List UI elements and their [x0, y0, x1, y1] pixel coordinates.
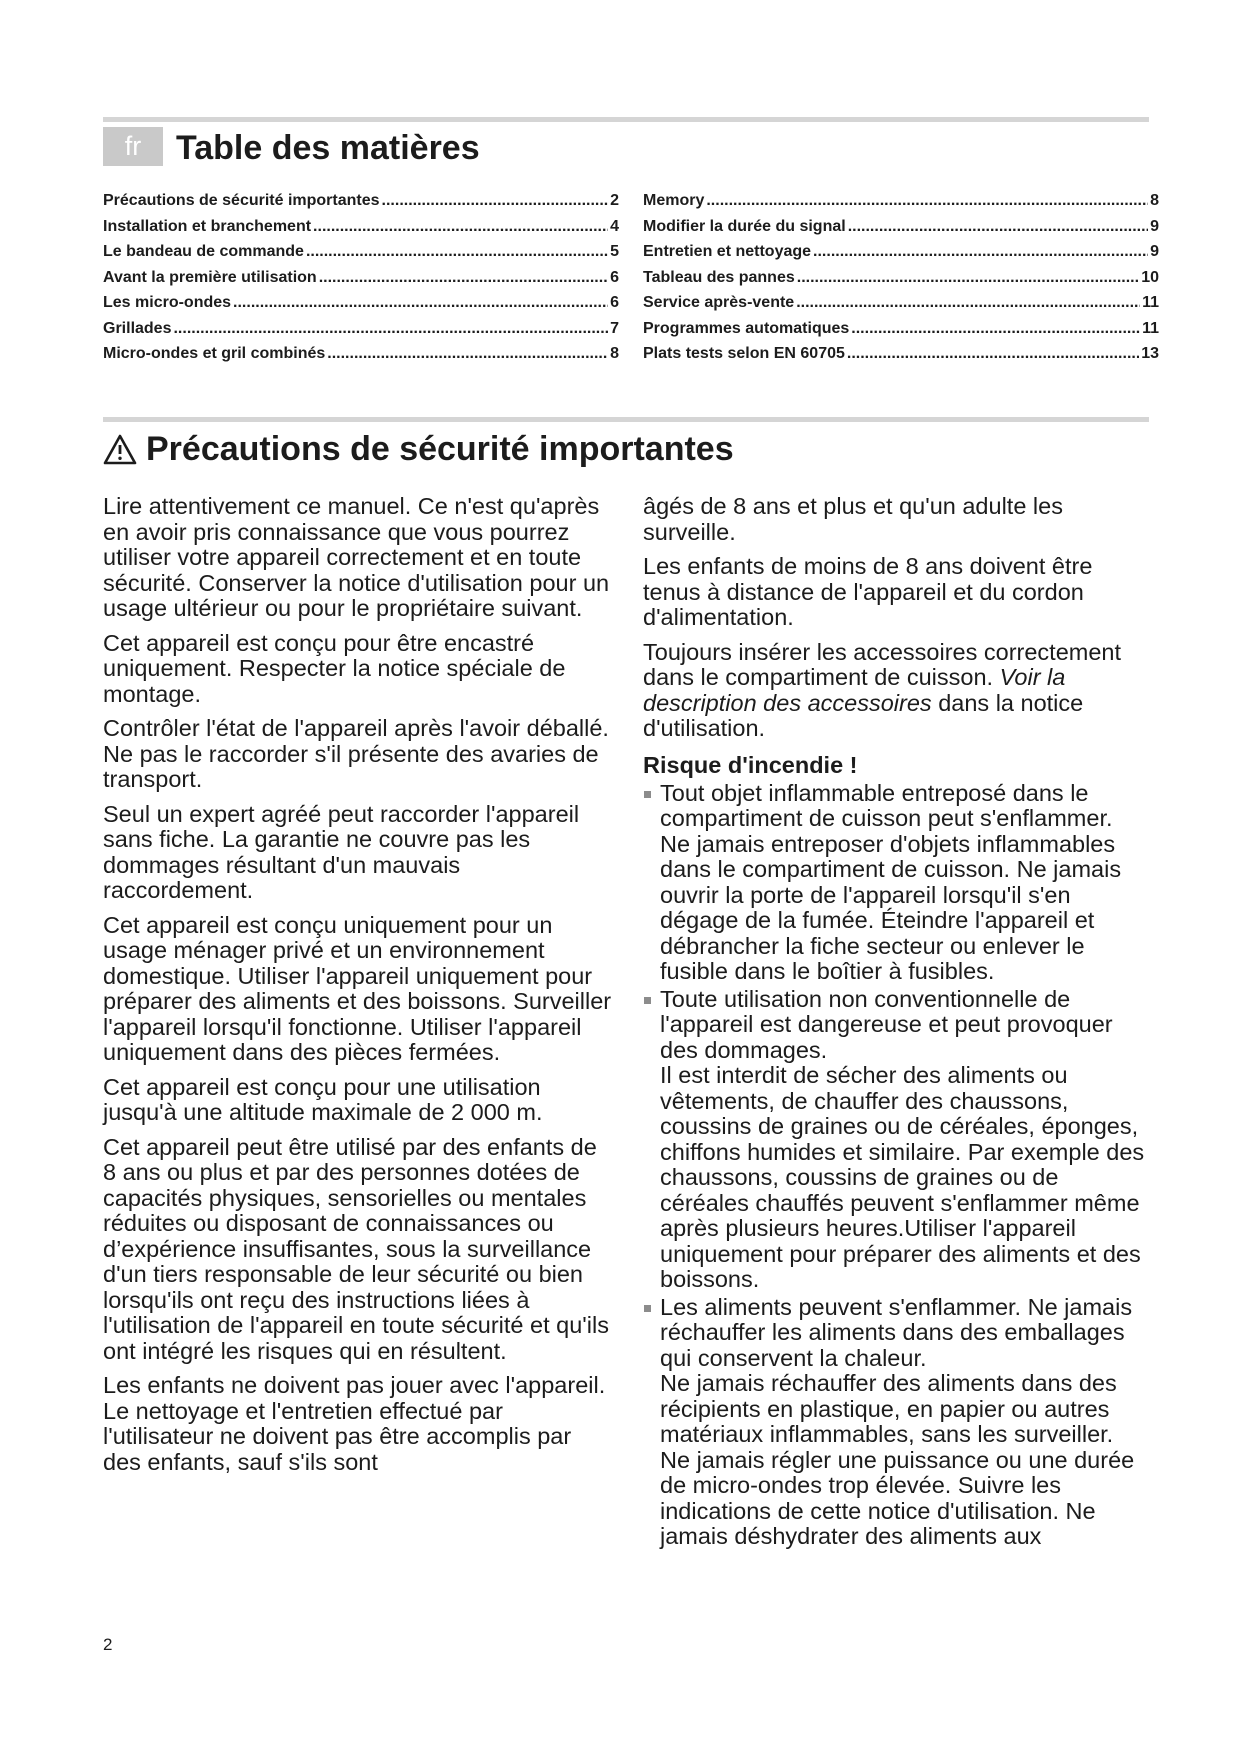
bullet-square-icon [644, 791, 651, 798]
cross-reference: Voir la description des accessoires [643, 664, 1066, 716]
toc-entry-label: Entretien et nettoyage [643, 243, 812, 260]
safety-left-column [103, 494, 613, 1484]
toc-entry-label: Modifier la durée du signal [643, 217, 846, 235]
paragraph-text: dans la notice d'utilisation. [643, 689, 1084, 741]
toc-entry[interactable] [103, 345, 619, 371]
paragraph-text: Toujours insérer les accessoires correctement dans le compartiment de cuisson. [643, 638, 1122, 690]
toc-entry-label: Précautions de sécurité importantes [103, 192, 380, 209]
list-item-text: Ne jamais régler une puissance ou une durée de micro-ondes trop élevée. Suivre les indications de cette notice d'utilisation. Ne jamais déshydrater des aliments aux [660, 1446, 1135, 1549]
toc-entry-label: Programmes automatiques [643, 319, 850, 337]
toc-leader-dots [848, 218, 1148, 236]
list-item-text: Toute utilisation non conventionnelle de l'appareil est dangereuse et peut provoquer des dommages. [660, 985, 1113, 1063]
toc-entry[interactable] [643, 294, 1159, 320]
toc-entry[interactable] [103, 243, 619, 269]
toc-entry-page: 13 [1141, 345, 1159, 362]
section-title-text: Précautions de sécurité importantes [146, 430, 734, 468]
toc-entry-page: 8 [1150, 192, 1159, 209]
language-badge: fr [103, 127, 163, 166]
list-item [643, 987, 1149, 1293]
fire-risk-list [643, 781, 1149, 1550]
warning-triangle-icon [103, 434, 137, 465]
section-title [103, 428, 734, 470]
toc-leader-dots [851, 320, 1140, 338]
toc-right-column [643, 192, 1159, 371]
toc-entry-page: 8 [610, 345, 619, 362]
toc-entry-label: Tableau des pannes [643, 268, 795, 286]
toc-entry-label: Plats tests selon EN 60705 [643, 345, 845, 362]
toc-entry-label: Le bandeau de commande [103, 243, 304, 260]
toc-entry-page: 6 [610, 268, 619, 286]
toc-leader-dots [847, 345, 1139, 363]
paragraph: Cet appareil est conçu pour être encastré uniquement. Respecter la notice spéciale de montage. [103, 629, 566, 707]
toc-leader-dots [382, 192, 609, 210]
bullet-square-icon [644, 1305, 651, 1312]
toc-title: Table des matières [176, 129, 480, 167]
list-item-text: Les aliments peuvent s'enflammer. Ne jamais réchauffer les aliments dans des emballages qui conservent la chaleur. [660, 1293, 1133, 1371]
toc-entry-label: Les micro-ondes [103, 294, 232, 311]
paragraph: Cet appareil peut être utilisé par des enfants de 8 ans ou plus et par des personnes dotées de capacités physiques, sensorielles ou mentales réduites ou disposant de connaissances ou d’expérience insuffisantes, sous la surveillance d'un tiers responsable de leur sécurité ou bien lorsqu'ils ont reçu des instructions liées à l'utilisation de l'appareil en toute sécurité et qu'ils ont intégré les risques qui en résultent. [103, 1133, 609, 1364]
toc-entry-label: Installation et branchement [103, 217, 312, 235]
paragraph: Seul un expert agréé peut raccorder l'appareil sans fiche. La garantie ne couvre pas les dommages résultant d'un mauvais raccordement. [103, 800, 580, 903]
list-item-text: Ne jamais réchauffer des aliments dans des récipients en plastique, en papier ou autres matériaux inflammables, sans les surveiller. [660, 1370, 1117, 1447]
toc-entry[interactable] [643, 192, 1159, 218]
list-item [643, 1295, 1149, 1550]
paragraph: Cet appareil est conçu pour une utilisation jusqu'à une altitude maximale de 2 000 m. [103, 1073, 543, 1125]
toc-entry-label: Memory [643, 192, 705, 209]
paragraph [643, 554, 1149, 631]
toc-entry-label: Service après-vente [643, 294, 795, 311]
list-item-text: Il est interdit de sécher des aliments ou vêtements, de chauffer des chaussons, coussins de graines ou de céréales, éponges, chiffons humides et similaire. Par exemple des chaussons, coussins de graines ou de céréales chauffés peuvent s'enflammer même après plusieurs heures.Utiliser l'appareil uniquement pour préparer des aliments et des boissons. [660, 1062, 1145, 1292]
toc-entry-page: 4 [610, 217, 619, 235]
toc-entry-label: Avant la première utilisation [103, 268, 317, 286]
toc-entry[interactable] [643, 345, 1159, 371]
page-number: 2 [103, 1635, 113, 1654]
toc-entry[interactable] [103, 218, 619, 244]
list-item-text: Tout objet inflammable entreposé dans le compartiment de cuisson peut s'enflammer. Ne jamais entreposer d'objets inflammables dans le compartiment de cuisson. Ne jamais ouvrir la porte de l'appareil lorsqu'il s'en dégage de la fumée. Éteindre l'appareil et débrancher la fiche secteur ou enlever le fusible dans le boîtier à fusibles. [660, 779, 1122, 984]
toc-entry-page: 9 [1150, 243, 1159, 260]
toc-left-column [103, 192, 619, 371]
toc-leader-dots [706, 192, 1148, 210]
toc-leader-dots [233, 294, 608, 312]
paragraph [643, 640, 1149, 742]
toc-entry-page: 10 [1141, 268, 1159, 286]
toc-entry[interactable] [103, 192, 619, 218]
paragraph: Cet appareil est conçu uniquement pour un usage ménager privé et un environnement domestique. Utiliser l'appareil uniquement pour préparer des aliments et des boissons. Surveiller l'appareil lorsqu'il fonctionne. Utiliser l'appareil uniquement dans des pièces fermées. [103, 911, 612, 1065]
toc-entry-page: 6 [610, 294, 619, 311]
toc-leader-dots [813, 243, 1148, 261]
paragraph-text: Les enfants de moins de 8 ans doivent être tenus à distance de l'appareil et du cordon d'alimentation. [643, 553, 1093, 630]
paragraph: Les enfants ne doivent pas jouer avec l'appareil. Le nettoyage et l'entretien effectué par l'utilisateur ne doivent pas être accomplis par des enfants, sauf s'ils sont [103, 1372, 606, 1475]
toc-entry-page: 7 [610, 319, 619, 337]
toc-leader-dots [173, 320, 608, 338]
toc-leader-dots [319, 269, 608, 287]
toc-leader-dots [306, 243, 608, 261]
toc-entry-page: 9 [1150, 217, 1159, 235]
toc-entry[interactable] [103, 269, 619, 295]
toc-entry-page: 2 [610, 192, 619, 209]
toc-entry-label: Grillades [103, 319, 172, 337]
toc-entry-page: 11 [1142, 319, 1159, 337]
toc-entry[interactable] [643, 243, 1159, 269]
section-divider [103, 417, 1149, 422]
top-divider [103, 117, 1149, 122]
toc-leader-dots [327, 345, 608, 363]
toc-leader-dots [796, 294, 1140, 312]
paragraph: Contrôler l'état de l'appareil après l'avoir déballé. Ne pas le raccorder s'il présente des avaries de transport. [103, 715, 609, 792]
toc-entry[interactable] [643, 320, 1159, 346]
paragraph: âgés de 8 ans et plus et qu'un adulte les surveille. [643, 493, 1063, 545]
paragraph: Lire attentivement ce manuel. Ce n'est qu'après en avoir pris connaissance que vous pourrez utiliser votre appareil correctement et en toute sécurité. Conserver la notice d'utilisation pour un usage ultérieur ou pour le propriétaire suivant. [103, 493, 610, 621]
toc-leader-dots [313, 218, 608, 236]
toc-entry-label: Micro-ondes et gril combinés [103, 345, 326, 362]
toc-leader-dots [797, 269, 1139, 287]
toc-entry-page: 5 [610, 243, 619, 260]
toc-entry[interactable] [103, 320, 619, 346]
toc-entry[interactable] [103, 294, 619, 320]
toc-entry-page: 11 [1142, 294, 1159, 311]
list-item [643, 781, 1149, 985]
toc-entry[interactable] [643, 269, 1159, 295]
toc-entry[interactable] [643, 218, 1159, 244]
fire-risk-heading: Risque d'incendie ! [643, 751, 858, 778]
bullet-square-icon [644, 997, 651, 1004]
safety-right-column [643, 494, 1149, 1552]
